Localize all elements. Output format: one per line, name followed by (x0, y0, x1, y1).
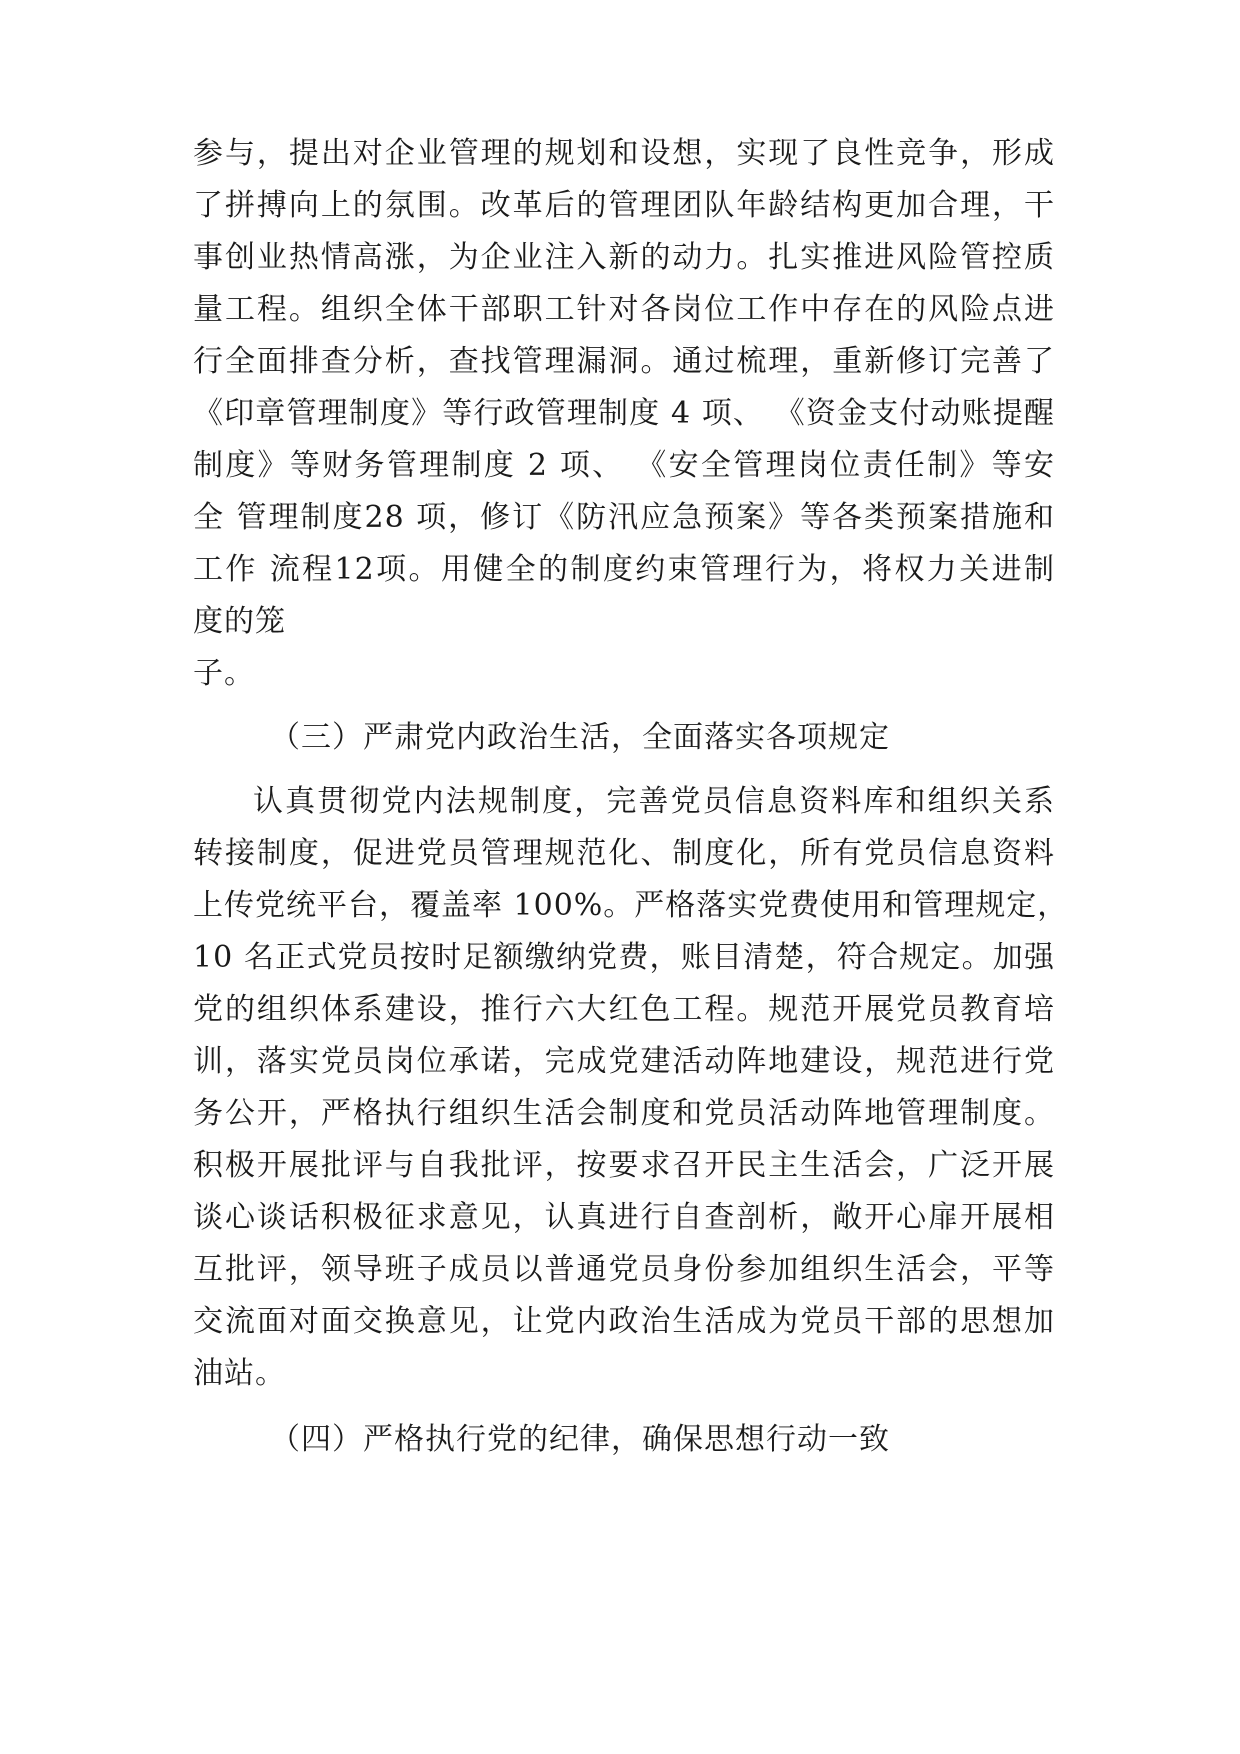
paragraph-line: 行全面排查分析，查找管理漏洞。通过梳理，重新修订完善了 (193, 344, 1055, 379)
paragraph-line: 度的笼 (193, 604, 286, 639)
paragraph-line: 谈心谈话积极征求意见，认真进行自查剖析，敞开心扉开展相 (193, 1200, 1055, 1235)
paragraph-line: 训，落实党员岗位承诺，完成党建活动阵地建设，规范进行党 (193, 1044, 1055, 1079)
paragraph-line: 事创业热情高涨，为企业注入新的动力。扎实推进风险管控质 (193, 240, 1055, 275)
paragraph-line: 工作 流程12项。用健全的制度约束管理行为，将权力关进制 (193, 552, 1055, 587)
paragraph-line: 油站。 (193, 1356, 286, 1391)
paragraph-line: 量工程。组织全体干部职工针对各岗位工作中存在的风险点进 (193, 292, 1055, 327)
paragraph-line: 上传党统平台，覆盖率 100%。严格落实党费使用和管理规定， (193, 888, 1069, 923)
paragraph-line: 子。 (193, 656, 255, 691)
paragraph-line: 转接制度，促进党员管理规范化、制度化，所有党员信息资料 (193, 836, 1055, 871)
paragraph-line: 制度》等财务管理制度 2 项、 《安全管理岗位责任制》等安 (193, 448, 1055, 483)
paragraph-line: 全 管理制度28 项，修订《防汛应急预案》等各类预案措施和 (193, 500, 1055, 535)
paragraph-line: 10 名正式党员按时足额缴纳党费，账目清楚，符合规定。加强 (193, 940, 1055, 975)
paragraph-line: 参与，提出对企业管理的规划和设想，实现了良性竞争，形成 (193, 136, 1055, 171)
paragraph-line: 《印章管理制度》等行政管理制度 4 项、 《资金支付动账提醒 (193, 396, 1055, 431)
paragraph-line: 认真贯彻党内法规制度，完善党员信息资料库和组织关系 (253, 784, 1055, 819)
paragraph-line: 了拼搏向上的氛围。改革后的管理团队年龄结构更加合理，干 (193, 188, 1055, 223)
paragraph-line: 交流面对面交换意见，让党内政治生活成为党员干部的思想加 (193, 1304, 1055, 1339)
section-heading: （四）严格执行党的纪律，确保思想行动一致 (270, 1422, 890, 1457)
paragraph-line: 互批评，领导班子成员以普通党员身份参加组织生活会，平等 (193, 1252, 1055, 1287)
paragraph-line: 党的组织体系建设，推行六大红色工程。规范开展党员教育培 (193, 992, 1055, 1027)
paragraph-line: 务公开，严格执行组织生活会制度和党员活动阵地管理制度。 (193, 1096, 1055, 1131)
paragraph-line: 积极开展批评与自我批评，按要求召开民主生活会，广泛开展 (193, 1148, 1055, 1183)
section-heading: （三）严肃党内政治生活，全面落实各项规定 (270, 720, 890, 755)
